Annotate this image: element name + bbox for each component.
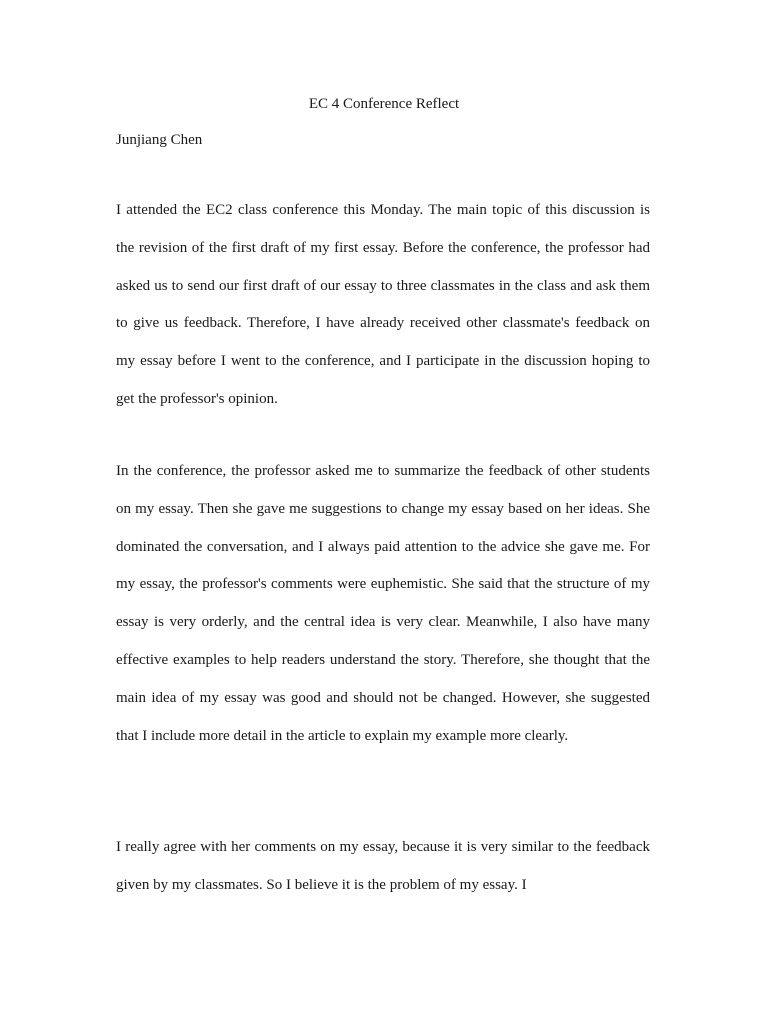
paragraph-3: I really agree with her comments on my essay, because it is very similar to the feedback given by my classmates. So I believe it is the problem of my essay. I	[116, 839, 650, 893]
document-title: EC 4 Conference Reflect	[308, 96, 460, 112]
paragraph-2: In the conference, the professor asked me to summarize the feedback of other students on my essay. Then she gave me suggestions to change my essay based on her ideas. She dominated the conversation, and I always paid attention to the advice she gave me. For my essay, the professor's comments were euphemistic. She said that the structure of my essay is very orderly, and the central idea is very clear. Meanwhile, I also have many effective examples to help readers understand the story. Therefore, she thought that the main idea of my essay was good and should not be changed. However, she suggested that I include more detail in the article to explain my example more clearly.	[116, 463, 650, 744]
author-name: Junjiang Chen	[116, 132, 203, 148]
paragraph-1: I attended the EC2 class conference this Monday. The main topic of this discussion is the revision of the first draft of my first essay. Before the conference, the professor had asked us to send our first draft of our essay to three classmates in the class and ask them to give us feedback. Therefore, I have already received other classmate's feedback on my essay before I went to the conference, and I participate in the discussion hoping to get the professor's opinion.	[116, 202, 650, 407]
